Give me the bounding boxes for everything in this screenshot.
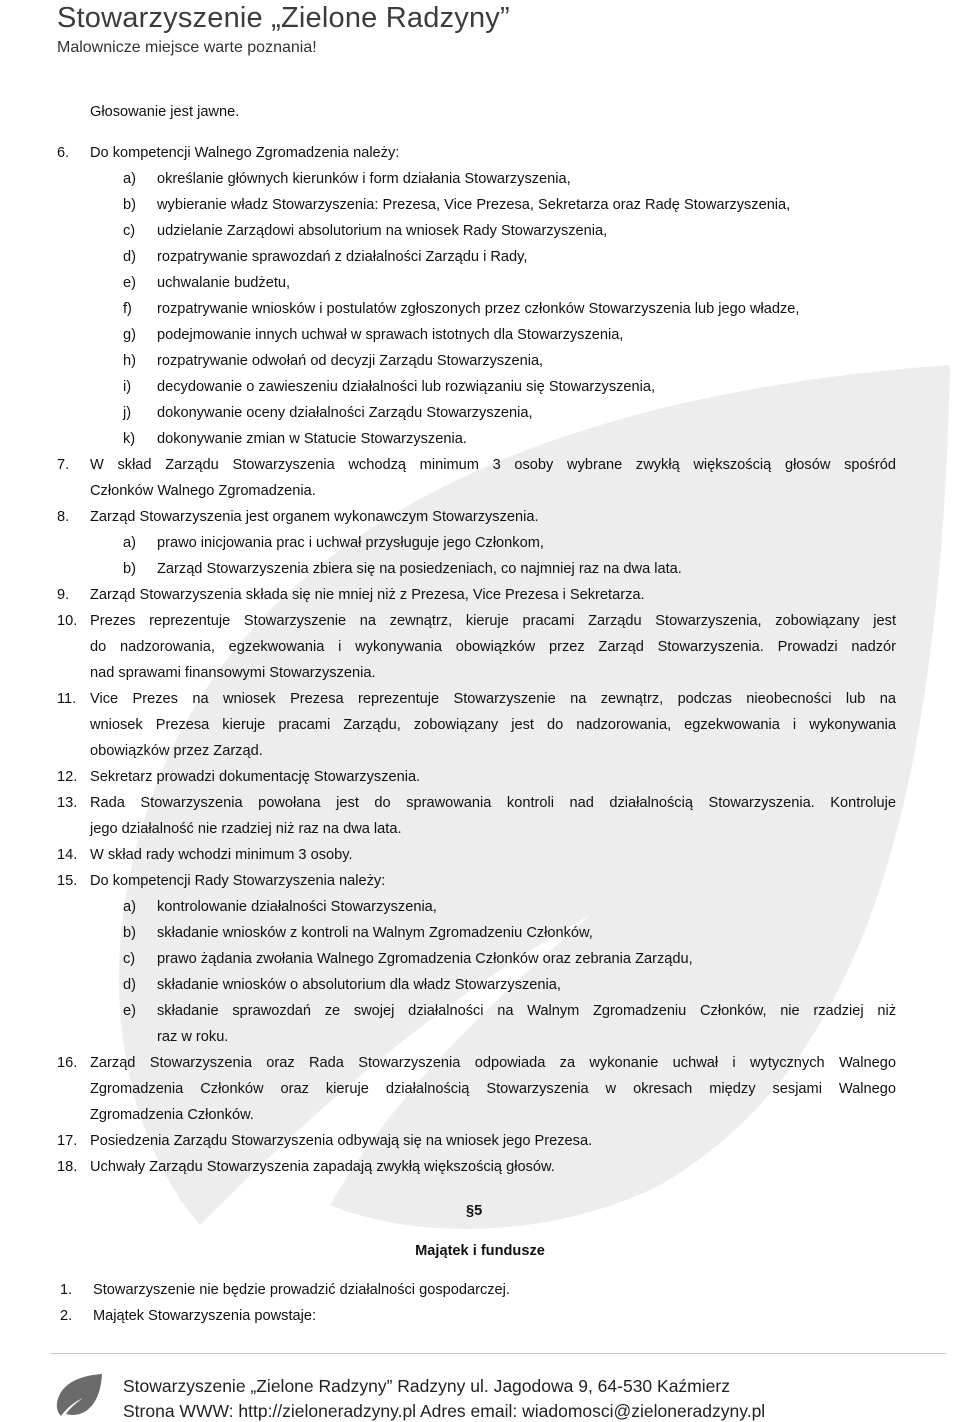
item-number: 1. [60,1282,73,1298]
item-text: Stowarzyszenie nie będzie prowadzić działalności gospodarczej. [93,1282,510,1298]
sub-label: k) [123,431,136,447]
item-number: 11. [57,691,77,707]
footer-contact: Strona WWW: http://zieloneradzyny.pl Adres email: wiadomosci@zieloneradzyny.pl [123,1401,766,1421]
sub-item: prawo żądania zwołania Walnego Zgromadzenia Członków oraz zebrania Zarządu, [157,951,693,967]
sub-label: a) [123,899,136,915]
item-text-cont: jego działalność nie rzadziej niż raz na dwa lata. [90,821,402,837]
item-text: W skład rady wchodzi minimum 3 osoby. [90,847,353,863]
sub-label: d) [123,249,136,265]
section-sign: §5 [466,1203,483,1219]
intro-text: Głosowanie jest jawne. [90,104,240,120]
item-number: 6. [57,145,70,161]
sub-item: składanie wniosków z kontroli na Walnym Zgromadzeniu Członków, [157,925,593,941]
item-text: W skład Zarządu Stowarzyszenia wchodzą minimum 3 osoby wybrane zwykłą większością głosów spośród [90,457,896,473]
page-header [57,0,510,58]
sub-label: g) [123,327,136,343]
site-title: Stowarzyszenie „Zielone Radzyny” [57,2,510,34]
item-text: Vice Prezes na wniosek Prezesa reprezentuje Stowarzyszenie na zewnątrz, podczas nieobecności lub na [90,691,896,707]
sub-item: rozpatrywanie sprawozdań z działalności Zarządu i Rady, [157,249,528,265]
item-number: 8. [57,509,70,525]
item-number: 7. [57,457,70,473]
item-number: 10. [57,613,78,629]
item-text: Do kompetencji Rady Stowarzyszenia należy: [90,873,386,889]
item-text: Sekretarz prowadzi dokumentację Stowarzyszenia. [90,769,421,785]
sub-item: uchwalanie budżetu, [157,275,291,291]
sub-label: b) [123,925,136,941]
sub-label: d) [123,977,136,993]
item-number: 18. [57,1159,78,1175]
item-text: Prezes reprezentuje Stowarzyszenie na zewnątrz, kieruje pracami Zarządu Stowarzyszenia, zobowiązany jest [90,613,896,629]
sub-label: b) [123,561,136,577]
item-text-cont: wniosek Prezesa kieruje pracami Zarządu, zobowiązany jest do nadzorowania, egzekwowania i wykonywania [90,717,896,733]
sub-label: a) [123,171,136,187]
sub-item: podejmowanie innych uchwał w sprawach istotnych dla Stowarzyszenia, [157,327,624,343]
item-text: Do kompetencji Walnego Zgromadzenia należy: [90,145,400,161]
section-heading: Majątek i fundusze [415,1243,545,1259]
item-text-cont: Zgromadzenia Członków oraz kieruje działalnością Stowarzyszenia w okresach między sesjami Walnego [90,1081,896,1097]
site-tagline: Malownicze miejsce warte poznania! [57,39,317,56]
sub-item: składanie wniosków o absolutorium dla władz Stowarzyszenia, [157,977,561,993]
sub-label: f) [123,301,132,317]
item-text-cont: do nadzorowania, egzekwowania i wykonywania obowiązków przez Zarząd Stowarzyszenia. Prowadzi nadzór [90,639,896,655]
sub-item: udzielanie Zarządowi absolutorium na wniosek Rady Stowarzyszenia, [157,223,608,239]
sub-label: e) [123,1003,136,1019]
sub-item: Zarząd Stowarzyszenia zbiera się na posiedzeniach, co najmniej raz na dwa lata. [157,561,682,577]
sub-item: decydowanie o zawieszeniu działalności lub rozwiązaniu się Stowarzyszenia, [157,379,656,395]
item-number: 14. [57,847,78,863]
item-number: 13. [57,795,78,811]
item-number: 9. [57,587,70,603]
sub-label: c) [123,223,136,239]
item-number: 2. [60,1308,73,1324]
item-text-cont: Zgromadzenia Członków. [90,1107,254,1123]
footer-divider [50,1353,946,1354]
sub-item: rozpatrywanie odwołań od decyzji Zarządu Stowarzyszenia, [157,353,544,369]
item-number: 12. [57,769,78,785]
item-text: Zarząd Stowarzyszenia składa się nie mniej niż z Prezesa, Vice Prezesa i Sekretarza. [90,587,645,603]
item-text: Zarząd Stowarzyszenia oraz Rada Stowarzyszenia odpowiada za wykonanie uchwał i wytycznych Walnego [90,1055,896,1071]
footer-address: Stowarzyszenie „Zielone Radzyny” Radzyny ul. Jagodowa 9, 64-530 Kaźmierz [123,1376,730,1396]
sub-label: i) [123,379,132,395]
item-number: 16. [57,1055,78,1071]
sub-label: j) [123,405,132,421]
item-text: Uchwały Zarządu Stowarzyszenia zapadają zwykłą większością głosów. [90,1159,555,1175]
sub-item: składanie sprawozdań ze swojej działalności na Walnym Zgromadzeniu Członków, nie rzadziej niż [157,1003,896,1019]
sub-label: a) [123,535,136,551]
item-text: Posiedzenia Zarządu Stowarzyszenia odbywają się na wniosek jego Prezesa. [90,1133,593,1149]
sub-item: dokonywanie zmian w Statucie Stowarzyszenia. [157,431,467,447]
sub-item: określanie głównych kierunków i form działania Stowarzyszenia, [157,171,571,187]
item-text: Zarząd Stowarzyszenia jest organem wykonawczym Stowarzyszenia. [90,509,539,525]
item-text-cont: Członków Walnego Zgromadzenia. [90,483,316,499]
sub-item-cont: raz w roku. [157,1029,229,1045]
item-text: Majątek Stowarzyszenia powstaje: [93,1308,317,1324]
item-number: 15. [57,873,78,889]
sub-label: b) [123,197,136,213]
item-text: Rada Stowarzyszenia powołana jest do sprawowania kontroli nad działalnością Stowarzyszenia. Kontroluje [90,795,896,811]
sub-label: h) [123,353,136,369]
sub-item: rozpatrywanie wniosków i postulatów zgłoszonych przez członków Stowarzyszenia lub jego władze, [157,301,800,317]
sub-item: prawo inicjowania prac i uchwał przysługuje jego Członkom, [157,535,544,551]
sub-item: wybieranie władz Stowarzyszenia: Prezesa, Vice Prezesa, Sekretarza oraz Radę Stowarzyszenia, [157,197,791,213]
item-text-cont: nad sprawami finansowymi Stowarzyszenia. [90,665,376,681]
item-number: 17. [57,1133,78,1149]
sub-label: e) [123,275,136,291]
leaf-icon [52,1372,104,1418]
item-text-cont: obowiązków przez Zarząd. [90,743,263,759]
sub-label: c) [123,951,136,967]
sub-item: dokonywanie oceny działalności Zarządu Stowarzyszenia, [157,405,533,421]
sub-item: kontrolowanie działalności Stowarzyszenia, [157,899,437,915]
